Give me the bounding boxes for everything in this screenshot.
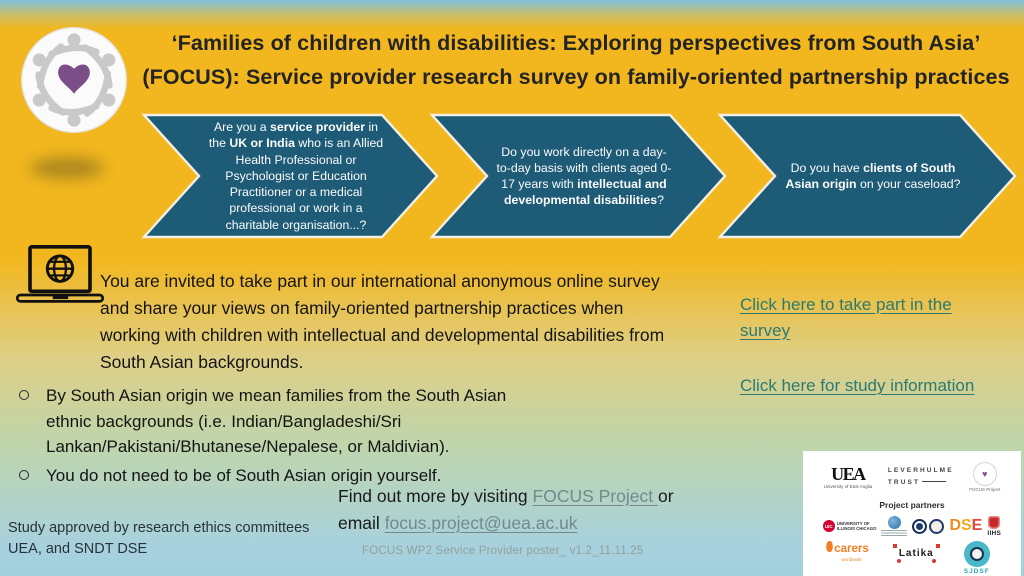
arrow1-text-part: Are you a	[213, 120, 271, 135]
latika-logo	[893, 544, 940, 563]
dse-logo: DSE	[949, 517, 983, 534]
uic-text-line1: UNIVERSITY OF	[836, 520, 870, 526]
eligibility-arrow-3	[718, 113, 1018, 239]
leverhulme-trust-logo	[888, 465, 954, 490]
arrow3-text-part: on your caseload?	[856, 177, 961, 191]
eligibility-arrow-1	[142, 113, 440, 239]
poster-title-line1: ‘Families of children with disabilities: Exploring perspectives from South Asia’	[171, 31, 981, 55]
sjdsf-face-icon	[964, 541, 990, 567]
focus-mini-caption: FOCUS Project	[969, 487, 1001, 492]
portrait-seal-icon	[929, 519, 944, 534]
uic-logo	[823, 520, 877, 532]
partner-logos-row-2	[808, 544, 1016, 575]
poster-version-text: FOCUS WP2 Service Provider poster_ v1.2_11.11.25	[362, 545, 644, 557]
leverhulme-rule	[922, 481, 946, 482]
carers-figure-icon	[825, 540, 834, 552]
iihs-shield-icon	[988, 516, 1000, 529]
eligibility-arrow-1-text	[142, 113, 440, 239]
focus-mini-heart-icon: ♥	[973, 462, 997, 486]
bullet-south-asian-origin: By South Asian origin we mean families from the South Asian ethnic backgrounds (i.e. Indian/Bangladeshi/Sri Lankan/Pakistani/Bhutanese/Nepalese, or Maldivian).	[10, 383, 550, 460]
focus-project-link[interactable]: FOCUS Project	[532, 486, 658, 506]
find-out-prefix: Find out more by visiting	[338, 486, 533, 506]
arrow1-text-bold: UK or India	[229, 136, 295, 151]
side-links	[740, 292, 1002, 399]
carers-label: carers	[834, 543, 869, 555]
invitation-paragraph: You are invited to take part in our international anonymous online survey and share your views on family-oriented partnership practices when working with children with intellectual and developmental disabilities from South Asian backgrounds.	[100, 271, 665, 373]
carers-caption: worldwide	[841, 556, 862, 562]
poster-title-line2: (FOCUS): Service provider research survey on family-oriented partnership practices	[142, 65, 1010, 89]
partner-logo-panel	[803, 451, 1021, 576]
focus-project-mini-logo	[969, 462, 1000, 492]
leverhulme-line1: LEVERHULME	[887, 466, 954, 474]
project-partners-heading: Project partners	[879, 500, 945, 510]
arrow1-text-bold: service provider	[270, 120, 366, 135]
eligibility-arrow-2	[430, 113, 728, 239]
university-seal-icon	[912, 519, 927, 534]
bullet-not-need-origin: You do not need to be of South Asian origin yourself.	[10, 463, 550, 489]
ethics-approval-text: Study approved by research ethics committees UEA, and SNDT DSE	[8, 520, 310, 558]
poster-title	[140, 26, 1012, 94]
iihs-label: IIHS	[987, 529, 1002, 537]
take-part-survey-link[interactable]: Click here to take part in the survey	[740, 295, 952, 340]
arrow2-text-part: ?	[657, 193, 664, 208]
study-information-link[interactable]: Click here for study information	[740, 376, 975, 395]
funder-logos-row	[808, 458, 1016, 496]
uic-text-line2: ILLINOIS CHICAGO	[836, 526, 877, 531]
sjdsf-label: SJDSF	[963, 568, 990, 575]
carers-worldwide-logo	[834, 544, 869, 562]
iihs-logo	[987, 516, 1001, 537]
blurred-text-smudge	[30, 157, 104, 179]
arrow1-text-part: who is an Allied Health Professional or Psychologist or Education Practitioner or a medical professional or work in a charitable organisation...?	[225, 136, 384, 232]
bullet-list	[10, 383, 550, 488]
find-out-middle: or email	[338, 486, 674, 534]
laptop-globe-icon	[14, 245, 106, 305]
partner-logos-row-1	[808, 513, 1016, 539]
arrow2-text-part: Do you work directly on a day-to-day basis with clients aged 0-17 years with	[496, 144, 672, 191]
find-out-more-text	[338, 483, 706, 537]
latika-label: Latika	[898, 548, 934, 559]
eligibility-arrow-2-text	[430, 113, 728, 239]
arrow1-text-part: in the	[208, 120, 379, 151]
uea-logo-text: UEA	[831, 464, 865, 484]
sjdsf-logo	[964, 541, 990, 575]
uea-logo	[824, 465, 873, 489]
email-link[interactable]: focus.project@uea.ac.uk	[384, 513, 578, 534]
niepid-logo-icon	[881, 516, 907, 536]
uic-circle-icon: UIC	[823, 520, 835, 532]
arrow2-text-bold: intellectual and developmental disabilities	[504, 177, 667, 208]
leverhulme-line2: TRUST	[887, 479, 921, 486]
eligibility-arrow-3-text	[718, 113, 1018, 239]
focus-project-logo-icon	[18, 24, 130, 136]
arrow3-text-bold: clients of South Asian origin	[785, 160, 956, 191]
arrow3-text-part: Do you have	[790, 160, 864, 175]
uea-logo-caption: University of East Anglia	[823, 484, 873, 489]
